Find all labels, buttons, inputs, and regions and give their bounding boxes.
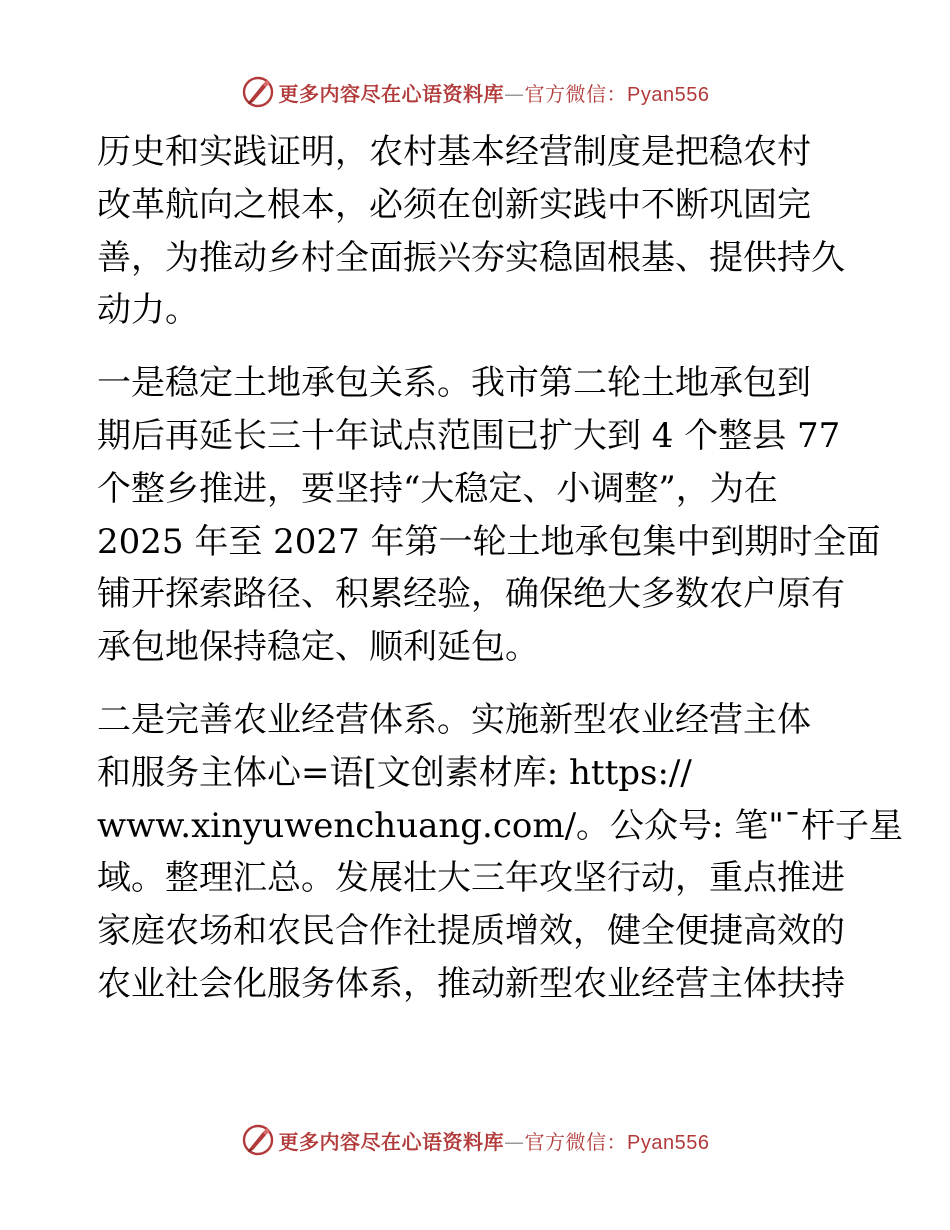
paragraph-2 xyxy=(97,357,881,674)
text-line: 改革航向之根本，必须在创新实践中不断巩固完 xyxy=(97,184,811,225)
paragraph-1 xyxy=(97,126,857,337)
text-line: 二是完善农业经营体系。实施新型农业经营主体 xyxy=(97,699,811,740)
text-line: 和服务主体心=语[文创素材库: https:// xyxy=(97,752,692,793)
text-line: 期后再延长三十年试点范围已扩大到 4 个整县 77 xyxy=(97,415,841,456)
watermark-dash: — xyxy=(504,1129,525,1154)
watermark-wechat-label: 官方微信： xyxy=(524,1129,628,1154)
text-line: 铺开探索路径、积累经验，确保绝大多数农户原有 xyxy=(97,574,845,615)
text-line: 动力。 xyxy=(97,290,199,331)
paragraph-3 xyxy=(97,694,903,1011)
quill-logo-icon xyxy=(241,1123,275,1157)
footer-watermark-text xyxy=(279,1126,710,1155)
watermark-wechat-label: 官方微信： xyxy=(524,81,628,106)
watermark-wechat-id: Pyan556 xyxy=(627,1131,710,1154)
text-line: 一是稳定土地承包关系。我市第二轮土地承包到 xyxy=(97,363,811,404)
text-line: 承包地保持稳定、顺利延包。 xyxy=(97,627,539,668)
text-line: 家庭农场和农民合作社提质增效，健全便捷高效的 xyxy=(97,911,845,952)
text-line: 历史和实践证明，农村基本经营制度是把稳农村 xyxy=(97,132,811,172)
text-line: 2025 年至 2027 年第一轮土地承包集中到期时全面 xyxy=(97,521,881,562)
quill-logo-icon xyxy=(241,75,275,109)
text-line: 善，为推动乡村全面振兴夯实稳固根基、提供持久 xyxy=(97,237,845,278)
text-line: 个整乡推进，要坚持“大稳定、小调整”，为在 xyxy=(97,468,778,509)
document-body xyxy=(97,126,903,1011)
watermark-dash: — xyxy=(504,81,525,106)
watermark-wechat-id: Pyan556 xyxy=(627,83,710,106)
text-line: www.xinyuwenchuang.com/。公众号: 笔"¯杆子星 xyxy=(97,805,903,846)
footer-watermark-banner xyxy=(0,1120,950,1160)
watermark-site-name: 更多内容尽在心语资料库 xyxy=(278,81,505,106)
header-watermark-text xyxy=(279,78,710,107)
header-watermark-banner xyxy=(0,72,950,112)
watermark-site-name: 更多内容尽在心语资料库 xyxy=(278,1129,505,1154)
text-line: 域。整理汇总。发展壮大三年攻坚行动，重点推进 xyxy=(97,858,845,899)
text-line: 农业社会化服务体系，推动新型农业经营主体扶持 xyxy=(97,963,845,1004)
